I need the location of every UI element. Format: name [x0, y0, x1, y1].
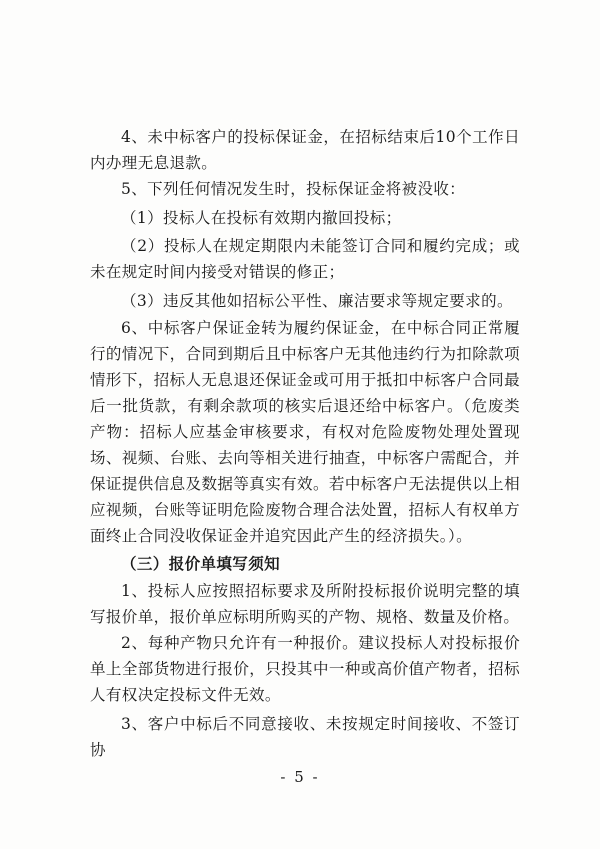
paragraph-5-item-3: （3）违反其他如招标公平性、廉洁要求等规定要求的。 [121, 292, 513, 310]
paragraph-4-deposit-refund: 4、未中标客户的投标保证金，在招标结束后10个工作日内办理无息退款。 [90, 128, 520, 172]
paragraph-5-forfeit-conditions: 5、下列任何情况发生时，投标保证金将被没收： [121, 180, 466, 198]
paragraph-5-item-1: （1）投标人在投标有效期内撤回投标； [121, 209, 402, 227]
paragraph-6-performance-bond: 6、中标客户保证金转为履约保证金，在中标合同正常履行的情况下，合同到期后且中标客户无其他违约行为扣除款项情形下，招标人无息退还保证金或可用于抵扣中标客户合同最后一批货款，有剩余款项的核实后退还给中标客户。（危废类产物：招标人应基金审核要求，有权对危险废物处理处置现场、视频、台账、去向等相关进行抽查，中标客户需配合，并保证提供信息及数据等真实有效。若中标客户无法提供以上相应视频，台账等证明危险废物合理合法处置，招标人有权单方面终止合同没收保证金并追究因此产生的经济损失。）。 [90, 319, 520, 545]
paragraph-5-item-2: （2）投标人在规定期限内未能签订合同和履约完成；或未在规定时间内接受对错误的修正； [90, 237, 520, 281]
paragraph-quote-2: 2、每种产物只允许有一种报价。建议投标人对投标报价单上全部货物进行报价，只投其中一种或高价值产物者，招标人有权决定投标文件无效。 [90, 634, 520, 704]
section-heading-quote-form: （三）报价单填写须知 [121, 554, 281, 573]
paragraph-quote-1: 1、投标人应按照招标要求及所附投标报价说明完整的填写报价单，报价单应标明所购买的产物、规格、数量及价格。 [90, 582, 520, 626]
paragraph-quote-3: 3、客户中标后不同意接收、未按规定时间接收、不签订协 [90, 715, 520, 759]
page-number: - 5 - [280, 768, 320, 786]
